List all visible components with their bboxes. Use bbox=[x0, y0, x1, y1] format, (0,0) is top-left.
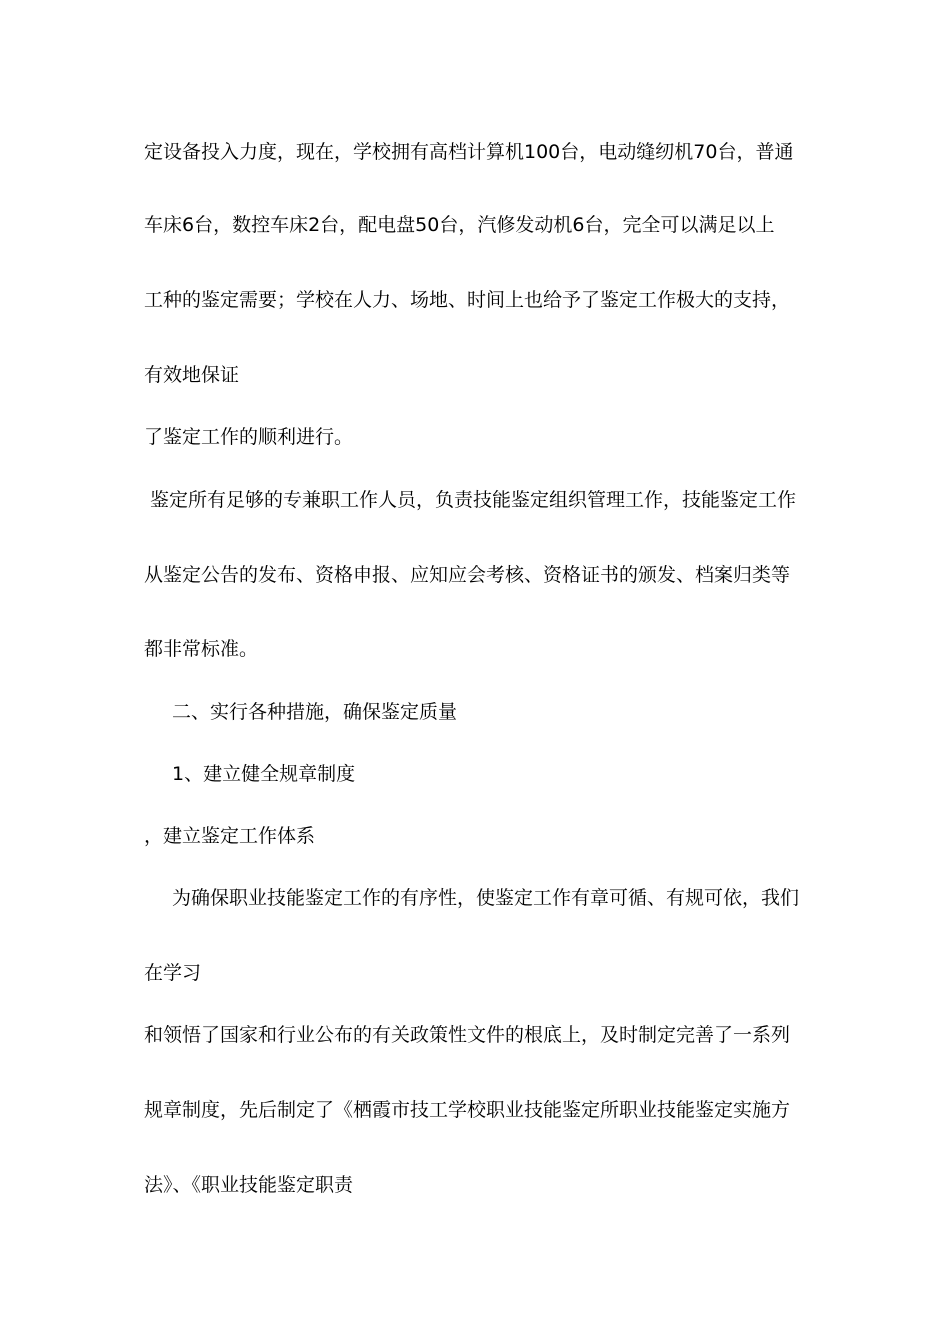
text-line-6: 鉴定所有足够的专兼职工作人员，负责技能鉴定组织管理工作，技能鉴定工作 bbox=[144, 489, 797, 511]
text-line-12: 为确保职业技能鉴定工作的有序性，使鉴定工作有章可循、有规可依，我们 bbox=[172, 887, 800, 909]
text-line-5: 了鉴定工作的顺利进行。 bbox=[144, 426, 354, 448]
text-line-13: 在学习 bbox=[144, 962, 202, 984]
text-line-2: 车床6台，数控车床2台，配电盘50台，汽修发动机6台，完全可以满足以上 bbox=[144, 214, 775, 236]
text-line-14: 和领悟了国家和行业公布的有关政策性文件的根底上，及时制定完善了一系列 bbox=[144, 1024, 791, 1046]
text-line-8: 都非常标准。 bbox=[144, 638, 259, 660]
text-line-11: ，建立鉴定工作体系 bbox=[144, 825, 316, 847]
text-line-1: 定设备投入力度，现在，学校拥有高档计算机100台，电动缝纫机70台，普通 bbox=[144, 141, 794, 163]
text-line-15: 规章制度，先后制定了《栖霞市技工学校职业技能鉴定所职业技能鉴定实施方 bbox=[144, 1099, 791, 1121]
text-line-16: 法》、《职业技能鉴定职责 bbox=[144, 1174, 354, 1196]
text-line-7: 从鉴定公告的发布、资格申报、应知应会考核、资格证书的颁发、档案归类等 bbox=[144, 564, 791, 586]
text-line-3: 工种的鉴定需要；学校在人力、场地、时间上也给予了鉴定工作极大的支持， bbox=[144, 289, 791, 311]
subsection-heading: 1、建立健全规章制度 bbox=[172, 763, 356, 785]
section-heading: 二、实行各种措施，确保鉴定质量 bbox=[172, 701, 458, 723]
text-line-4: 有效地保证 bbox=[144, 364, 240, 386]
